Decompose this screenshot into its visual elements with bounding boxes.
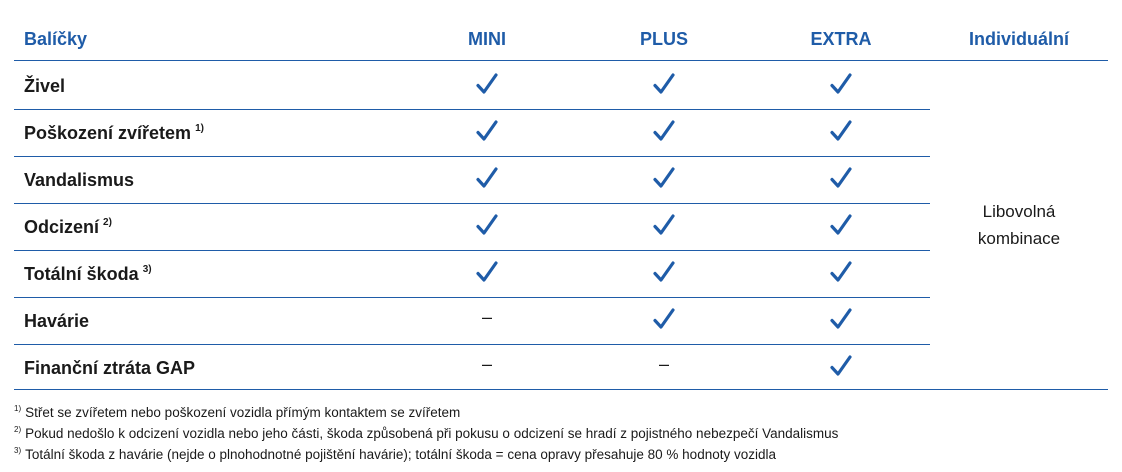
footnote-mark: 1) bbox=[14, 404, 22, 413]
row-label-wrap bbox=[24, 123, 204, 144]
check-icon bbox=[473, 258, 501, 286]
footnote bbox=[14, 446, 776, 462]
header-plus: PLUS bbox=[639, 29, 689, 49]
table-row bbox=[14, 109, 930, 157]
check-icon bbox=[473, 164, 501, 192]
table-row bbox=[14, 62, 930, 110]
table-row bbox=[14, 203, 930, 251]
check-icon bbox=[650, 305, 678, 333]
check-icon bbox=[650, 164, 678, 192]
footnote-text: Totální škoda z havárie (nejde o plnohodnotné pojištění havárie); totální škoda = cena opravy přesahuje 80 % hodnoty vozidla bbox=[25, 447, 776, 462]
header-extra: EXTRA bbox=[810, 29, 872, 49]
check-icon bbox=[827, 258, 855, 286]
header-mini: MINI bbox=[468, 29, 506, 49]
row-label: Živel bbox=[24, 76, 66, 96]
footnote-mark: 2) bbox=[14, 425, 22, 434]
check-icon bbox=[827, 164, 855, 192]
footnote bbox=[14, 404, 460, 420]
table-row bbox=[14, 156, 930, 204]
footnote-ref: 3) bbox=[142, 264, 152, 275]
row-label: Havárie bbox=[24, 311, 90, 331]
footnote-ref: 1) bbox=[195, 123, 204, 134]
table-bottom-rule bbox=[14, 389, 1108, 390]
row-label: Finanční ztráta GAP bbox=[24, 358, 196, 378]
row-label: Poškození zvířetem bbox=[24, 123, 192, 143]
check-icon bbox=[827, 305, 855, 333]
check-icon bbox=[827, 117, 855, 145]
footnote-ref: 2) bbox=[103, 217, 112, 228]
check-icon bbox=[473, 211, 501, 239]
footnote bbox=[14, 425, 838, 441]
individual-cell bbox=[930, 61, 1108, 389]
footnote-text: Pokud nedošlo k odcizení vozidla nebo jeho části, škoda způsobená při pokusu o odcizení se hradí z pojistného nebezpečí Vandalismus bbox=[25, 426, 839, 441]
dash-mark: – bbox=[658, 354, 670, 374]
check-icon bbox=[473, 117, 501, 145]
check-icon bbox=[650, 211, 678, 239]
header-individual: Individuální bbox=[968, 29, 1070, 49]
row-label-wrap bbox=[24, 264, 152, 285]
row-label: Odcizení bbox=[24, 217, 100, 237]
footnote-text: Střet se zvířetem nebo poškození vozidla přímým kontaktem se zvířetem bbox=[25, 405, 461, 420]
table-header bbox=[14, 0, 1108, 61]
table-row bbox=[14, 344, 930, 391]
header-packages: Balíčky bbox=[24, 29, 88, 49]
check-icon bbox=[650, 117, 678, 145]
check-icon bbox=[473, 70, 501, 98]
check-icon bbox=[827, 352, 855, 380]
table-row bbox=[14, 250, 930, 298]
table-row bbox=[14, 297, 930, 345]
footnote-mark: 3) bbox=[14, 446, 22, 455]
individual-text: Libovolná kombinace bbox=[977, 202, 1061, 248]
check-icon bbox=[650, 258, 678, 286]
row-label: Totální škoda bbox=[24, 264, 139, 284]
row-label: Vandalismus bbox=[24, 170, 135, 190]
row-label-wrap bbox=[24, 217, 112, 238]
check-icon bbox=[650, 70, 678, 98]
check-icon bbox=[827, 211, 855, 239]
dash-mark: – bbox=[481, 307, 493, 327]
dash-mark: – bbox=[481, 354, 493, 374]
check-icon bbox=[827, 70, 855, 98]
